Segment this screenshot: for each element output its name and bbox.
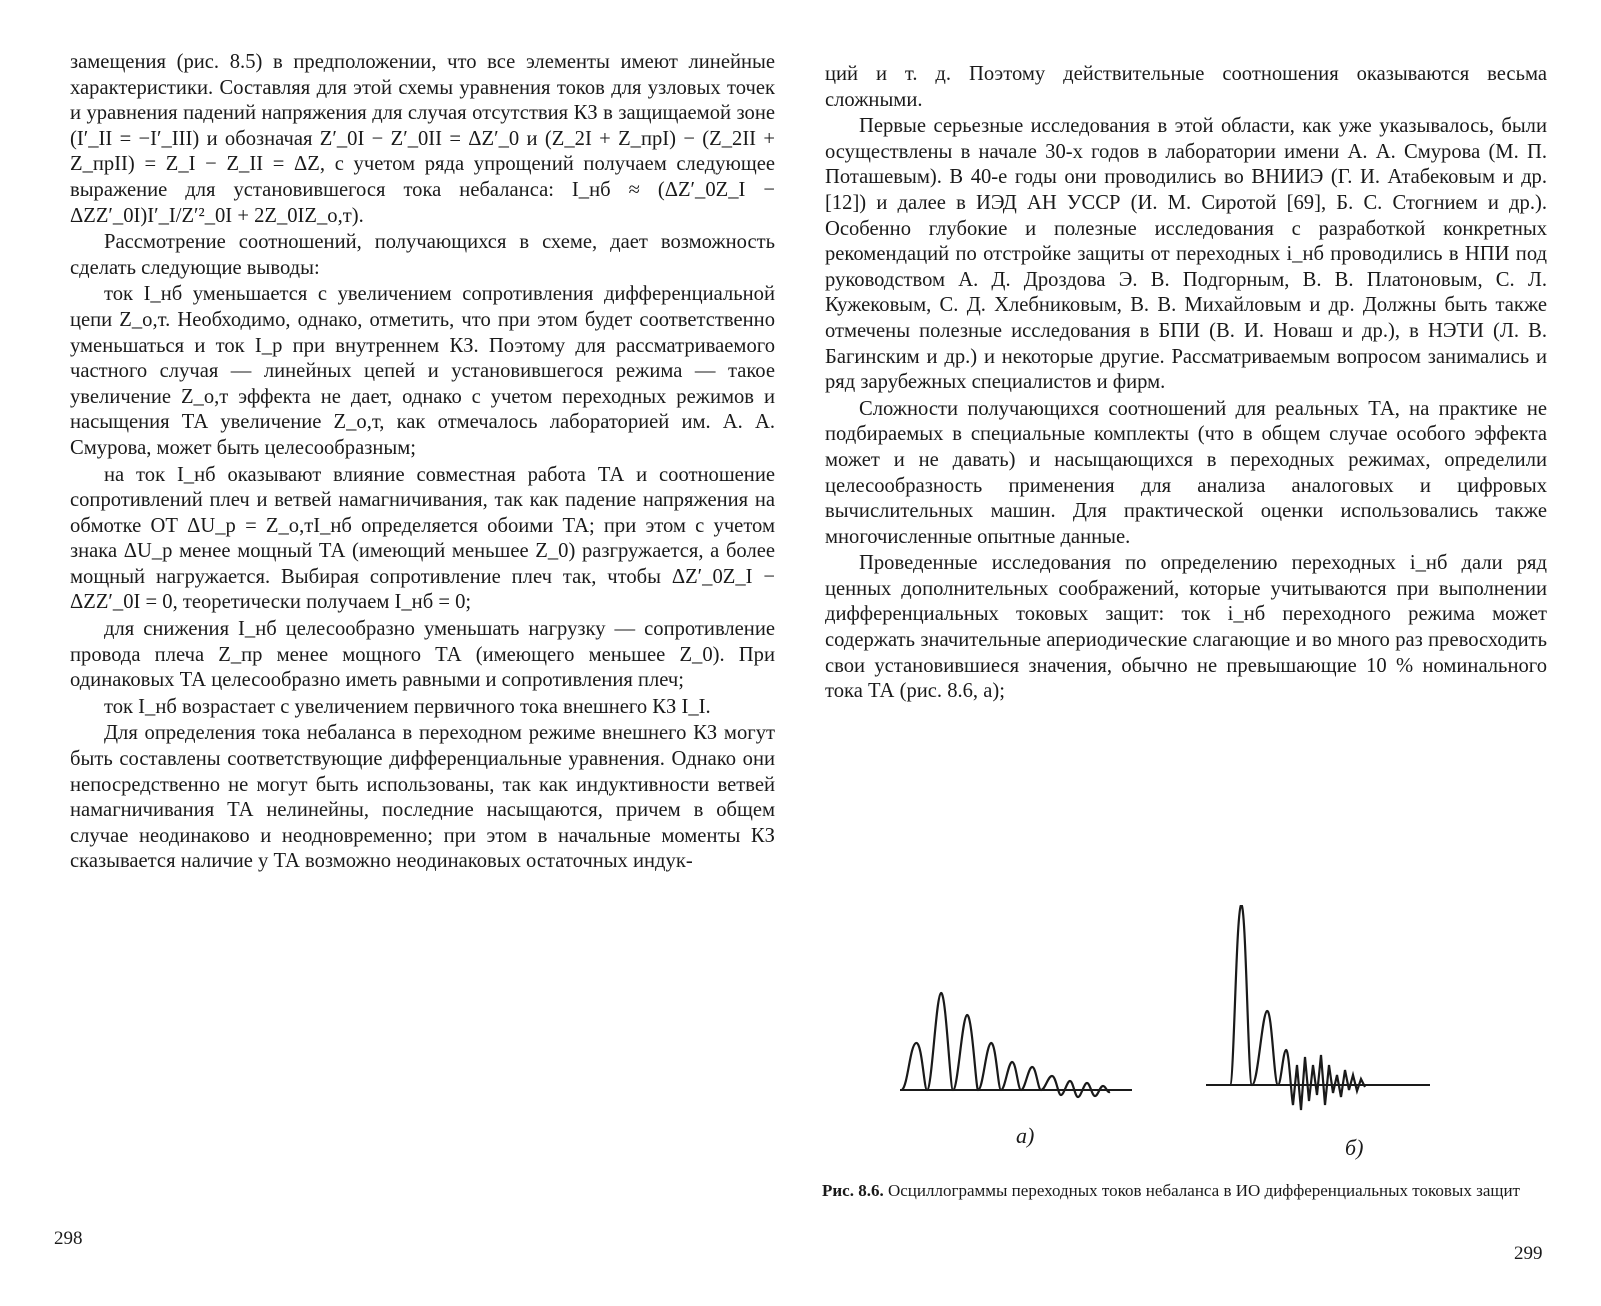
page-number: 299 (1514, 1243, 1543, 1264)
caption-text: Осциллограммы переходных токов небаланса в ИО дифференциальных токовых защит (887, 1181, 1520, 1200)
oscillogram-figure (900, 905, 1560, 1165)
caption-number: Рис. 8.6. (822, 1181, 884, 1200)
paragraph: Рассмотрение соотношений, получающихся в схеме, дает возможность сделать следующие выводы: (70, 231, 775, 279)
paragraph: ций и т. д. Поэтому действительные соотношения оказываются весьма сложными. (825, 63, 1547, 111)
left-page (0, 0, 800, 1306)
right-page (800, 0, 1601, 1306)
page-number: 298 (54, 1228, 83, 1249)
left-text-column (70, 50, 775, 875)
oscillogram-drawing (900, 905, 1560, 1165)
paragraph: замещения (рис. 8.5) в предположении, что все элементы имеют линейные характеристики. Составляя для этой схемы уравнения токов для узловых точек и уравнения падений напряжения для случая отсутствия КЗ в защищаемой зоне (I′_II = −I′_III) и обозначая Z′_0I − Z′_0II = ΔZ′_0 и (Z_2I + Z_прI) − (Z_2II + Z_прII) = Z_I − Z_II = ΔZ, с учетом ряда упрощений получаем следующее выражение для установившегося тока небаланса: I_нб ≈ (ΔZ′_0Z_I − ΔZZ′_0I)I′_I/Z′²_0I + 2Z_0IZ_о,т). (70, 51, 775, 227)
paragraph: Проведенные исследования по определению переходных i_нб дали ряд ценных дополнительных соображений, которые учитываются при выполнении дифференциальных токовых защит: ток i_нб переходного режима может содержать значительные апериодические слагающие и во много раз превосходить свои установившиеся значения, обычно не превышающие 10 % номинального тока ТА (рис. 8.6, а); (825, 552, 1547, 703)
paragraph: для снижения I_нб целесообразно уменьшать нагрузку — сопротивление провода плеча Z_пр менее мощного ТА (имеющего меньшее Z_0). При одинаковых ТА целесообразно иметь равными и сопротивления плеч; (70, 618, 775, 692)
paragraph: ток I_нб уменьшается с увеличением сопротивления дифференциальной цепи Z_о,т. Необходимо, однако, отметить, что при этом будет соответственно уменьшаться и ток I_р при внутреннем КЗ. Поэтому для рассматриваемого частного случая — линейных цепей и установившегося режима — такое увеличение Z_о,т эффекта не дает, однако с учетом переходных режимов и насыщения ТА увеличение Z_о,т, как отмечалось лабораторией им. А. А. Смурова, может быть целесообразным; (70, 283, 775, 459)
paragraph: ток I_нб возрастает с увеличением первичного тока внешнего КЗ I_I. (104, 695, 711, 718)
figure-caption (822, 1180, 1544, 1202)
paragraph: Первые серьезные исследования в этой области, как уже указывалось, были осуществлены в начале 30-х годов в лаборатории имени А. А. Смурова (М. П. Поташевым). В 40-е годы они проводились во ВНИИЭ (Г. И. Атабековым и др. [12]) и далее в ИЭД АН УССР (И. М. Сиротой [69], Б. С. Стогнием и др.). Особенно глубокие и полезные исследования с разработкой конкретных рекомендаций по отстройке защиты от переходных i_нб проводились в НПИ под руководством А. Д. Дроздова Э. В. Подгорным, В. В. Платоновым, С. Л. Кужековым, С. Д. Хлебниковым, В. В. Михайловым и др. Должны быть также отмечены полезные исследования в БПИ (В. И. Новаш и др.), в НЭТИ (Л. В. Багинским и др.) и некоторые другие. Рассматриваемым вопросом занимались и ряд зарубежных специалистов и фирм. (825, 115, 1547, 394)
right-text-column (825, 62, 1547, 705)
paragraph: Сложности получающихся соотношений для реальных ТА, на практике не подбираемых в специальные комплекты (что в общем случае особого эффекта может и не давать) и насыщающихся в переходных режимах, определили целесообразность применения для анализа аналоговых и цифровых вычислительных машин. Для практической оценки использовались также многочисленные опытные данные. (825, 397, 1547, 548)
paragraph: на ток I_нб оказывают влияние совместная работа ТА и соотношение сопротивлений плеч и ветвей намагничивания, так как падение напряжения на обмотке ОТ ΔU_р = Z_о,тI_нб определяется обоими ТА; при этом с учетом знака ΔU_р менее мощный ТА (имеющий меньшее Z_0) разгружается, а более мощный нагружается. Выбирая сопротивление плеч так, чтобы ΔZ′_0Z_I − ΔZZ′_0I = 0, теоретически получаем I_нб = 0; (70, 463, 775, 614)
waveform-b (1230, 905, 1365, 1110)
paragraph: Для определения тока небаланса в переходном режиме внешнего КЗ могут быть составлены соответствующие дифференциальные уравнения. Однако они непосредственно не могут быть использованы, так как индуктивности ветвей намагничивания ТА нелинейны, последние насыщаются, причем в общем случае неодинаково и неодновременно; при этом в начальные моменты КЗ сказывается наличие у ТА возможно неодинаковых остаточных индук- (70, 722, 775, 873)
figure-label-b: б) (1345, 1135, 1364, 1160)
waveform-a (902, 993, 1110, 1097)
figure-label-a: а) (1016, 1123, 1035, 1148)
